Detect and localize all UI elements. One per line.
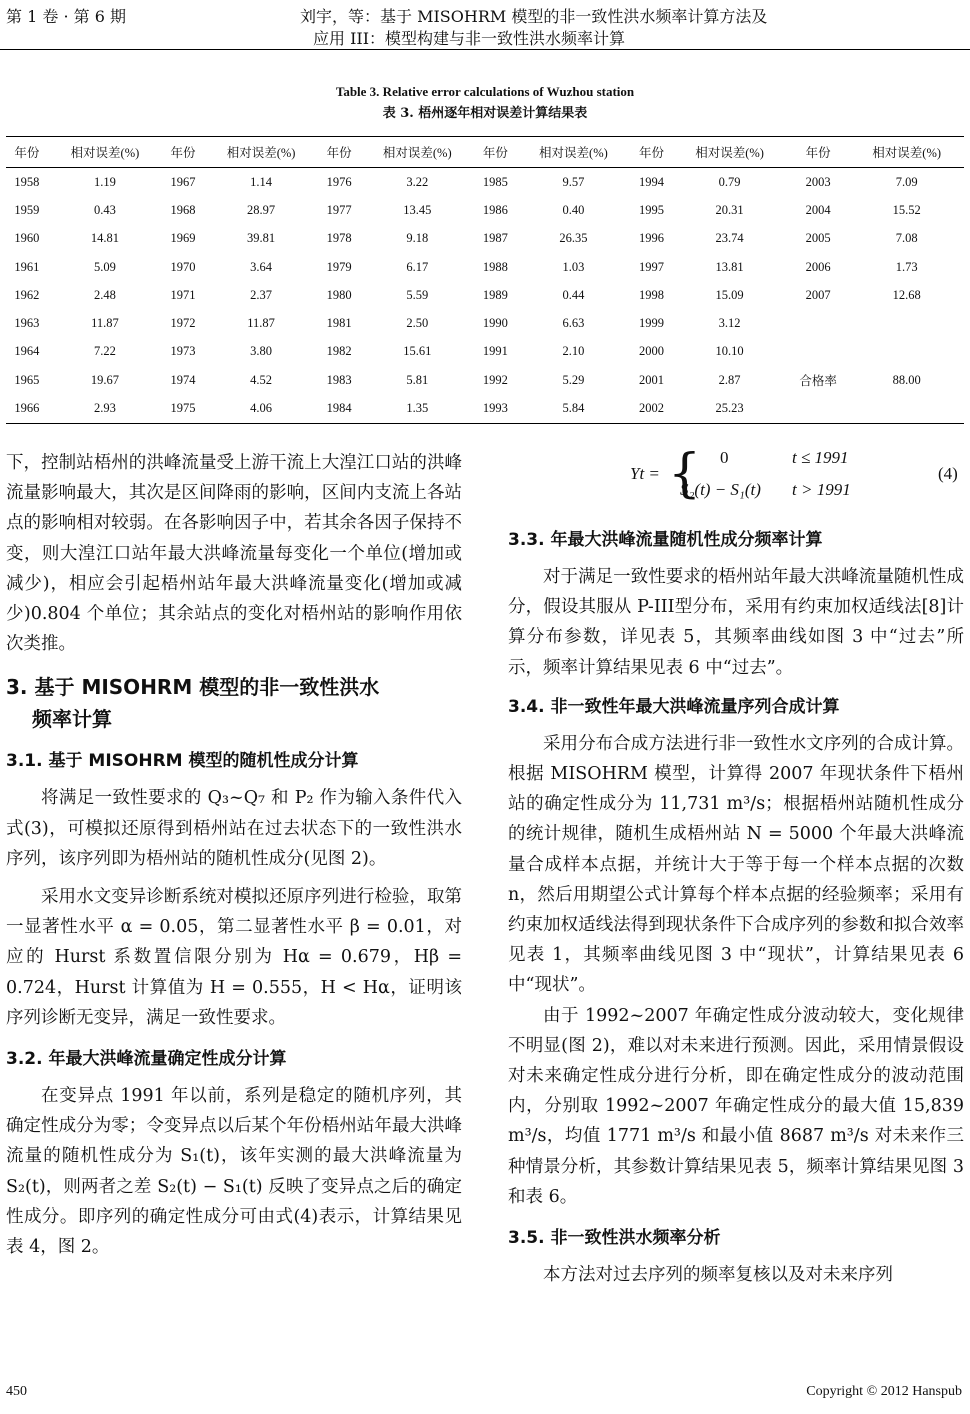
year-cell: 1960	[14, 231, 40, 246]
year-cell: 1973	[170, 344, 196, 359]
table-row	[6, 309, 964, 337]
section-heading-3-5: 3.5. 非一致性洪水频率分析	[508, 1228, 721, 1249]
error-cell: 3.80	[250, 344, 273, 359]
error-cell: 0.40	[562, 202, 585, 217]
year-cell: 2000	[639, 344, 665, 359]
error-cell: 2.10	[562, 344, 585, 359]
copyright: Copyright © 2012 Hanspub	[806, 1384, 962, 1399]
year-cell: 1989	[482, 287, 508, 302]
year-cell: 1969	[170, 231, 196, 246]
year-cell: 1977	[326, 202, 352, 217]
error-cell: 3.22	[406, 174, 429, 189]
year-cell: 1999	[639, 316, 665, 331]
th-error: 相对误差(%)	[672, 137, 787, 168]
year-cell: 2002	[631, 394, 673, 423]
year-cell: 1961	[14, 259, 40, 274]
year-cell: 1965	[14, 372, 40, 387]
error-cell: 5.59	[406, 287, 429, 302]
th-year: 年份	[787, 137, 849, 168]
section-heading-3-3: 3.3. 年最大洪峰流量随机性成分频率计算	[508, 530, 823, 550]
year-cell: 1991	[482, 344, 508, 359]
header-rule	[0, 49, 970, 50]
error-cell: 2.50	[406, 316, 429, 331]
th-year: 年份	[631, 137, 673, 168]
year-cell: 1990	[482, 316, 508, 331]
year-cell: 1993	[475, 394, 517, 423]
brace: {	[668, 444, 702, 504]
running-title-line1: 刘宇，等：基于 MISOHRM 模型的非一致性洪水频率计算方法及	[300, 7, 768, 26]
year-cell: 1958	[14, 174, 40, 189]
year-cell: 1964	[14, 344, 40, 359]
th-error: 相对误差(%)	[48, 137, 163, 168]
year-cell: 1995	[639, 202, 665, 217]
error-cell: 4.06	[204, 394, 319, 423]
running-title-line2: 应用 III：模型构建与非一致性洪水频率计算	[313, 29, 626, 48]
section-heading-3-2: 3.2. 年最大洪峰流量确定性成分计算	[6, 1049, 287, 1070]
year-cell: 1983	[326, 372, 352, 387]
error-cell: 5.29	[562, 372, 585, 387]
th-error: 相对误差(%)	[360, 137, 475, 168]
error-cell: 6.63	[562, 316, 585, 331]
year-cell: 1975	[162, 394, 204, 423]
error-cell: 14.81	[90, 231, 119, 246]
journal-issue: 第 1 卷 · 第 6 期	[6, 7, 126, 26]
error-cell: 4.52	[250, 372, 273, 387]
error-cell: 0.79	[718, 174, 741, 189]
error-cell: 1.35	[360, 394, 475, 423]
section-heading-3: 3. 基于 MISOHRM 模型的非一致性洪水 频率计算	[6, 675, 380, 732]
error-cell: 3.12	[718, 316, 741, 331]
table-row	[6, 253, 964, 281]
paragraph: 由于 1992~2007 年确定性成分波动较大，变化规律不明显(图 2)，难以对未来进行预测。因此，采用情景假设对未来确定性成分进行分析，即在确定性成分的波动范围内，分别取 1992~2007 年确定性成分的最大值 15,839 m³/s，均值 1771 m³/s 和最小值 8687 m³/s 对未来作三种情景分析，其参数计算结果见表 5，频率计算结果见图 3 和表 6。	[508, 1005, 964, 1207]
error-cell: 12.68	[892, 287, 921, 302]
year-cell: 1967	[170, 174, 196, 189]
year-cell: 2003	[805, 174, 831, 189]
year-cell: 1979	[326, 259, 352, 274]
table-row	[6, 225, 964, 253]
year-cell: 1981	[326, 316, 352, 331]
paragraph: 本方法对过去序列的频率复核以及对未来序列	[543, 1265, 893, 1286]
error-cell: 9.18	[406, 231, 429, 246]
error-cell: 1.03	[562, 259, 585, 274]
year-cell: 1980	[326, 287, 352, 302]
year-cell: 1971	[170, 287, 196, 302]
year-cell: 1959	[14, 202, 40, 217]
year-cell: 1972	[170, 316, 196, 331]
year-cell: 2007	[805, 287, 831, 302]
year-cell: 1963	[14, 316, 40, 331]
error-cell: 13.81	[715, 259, 744, 274]
error-cell: 28.97	[247, 202, 276, 217]
error-cell: 11.87	[247, 316, 275, 331]
year-cell: 1966	[6, 394, 48, 423]
pass-rate-label: 合格率	[787, 338, 849, 423]
error-cell: 11.87	[91, 316, 119, 331]
table-row	[6, 168, 964, 197]
year-cell: 1970	[170, 259, 196, 274]
error-cell: 2.87	[718, 372, 741, 387]
error-cell: 7.09	[895, 174, 918, 189]
page-number: 450	[6, 1384, 27, 1399]
error-cell: 19.67	[90, 372, 119, 387]
paragraph: 采用水文变异诊断系统对模拟还原序列进行检验，取第一显著性水平 α = 0.05，第二显著性水平 β = 0.01，对应的 Hurst 系数置信限分别为 Hα = 0.679，Hβ = 0.724，Hurst 计算值为 H = 0.555，H < Hα，证明该序列诊断无变异，满足一致性要求。	[6, 887, 462, 1028]
error-cell: 5.84	[516, 394, 631, 423]
year-cell: 1998	[639, 287, 665, 302]
table-caption-zh: 表 3. 梧州逐年相对误差计算结果表	[382, 106, 588, 121]
year-cell: 1992	[482, 372, 508, 387]
year-cell: 1976	[326, 174, 352, 189]
th-year: 年份	[475, 137, 517, 168]
equation-number: (4)	[938, 464, 958, 483]
th-error: 相对误差(%)	[849, 137, 964, 168]
empty-cell	[787, 309, 964, 337]
error-cell: 9.57	[562, 174, 585, 189]
year-cell: 1996	[639, 231, 665, 246]
error-cell: 15.61	[403, 344, 432, 359]
table-caption-en: Table 3. Relative error calculations of Wuzhou station	[335, 84, 635, 99]
year-cell: 1985	[482, 174, 508, 189]
year-cell: 1982	[326, 344, 352, 359]
year-cell: 2001	[639, 372, 665, 387]
table-header-row	[6, 137, 964, 168]
th-year: 年份	[162, 137, 204, 168]
paragraph: 对于满足一致性要求的梧州站年最大洪峰流量随机性成分，假设其服从 P-III型分布，采用有约束加权适线法[8]计算分布参数，详见表 5，其频率曲线如图 3 中“过去”所示，频率计算结果见表 6 中“过去”。	[508, 567, 964, 678]
year-cell: 1994	[639, 174, 665, 189]
year-cell: 1987	[482, 231, 508, 246]
th-error: 相对误差(%)	[516, 137, 631, 168]
year-cell: 1986	[482, 202, 508, 217]
error-cell: 7.08	[895, 231, 918, 246]
year-cell: 1984	[318, 394, 360, 423]
paragraph: 在变异点 1991 年以前，系列是稳定的随机序列，其确定性成分为零；令变异点以后某个年份梧州站年最大洪峰流量的随机性成分为 S₁(t)，该年实测的最大洪峰流量为 S₂(t)，则两者之差 S₂(t) − S₁(t) 反映了变异点之后的确定性成分。即序列的确定性成分可由式(4)表示，计算结果见表 4，图 2。	[6, 1086, 462, 1258]
th-year: 年份	[318, 137, 360, 168]
error-cell: 0.44	[562, 287, 585, 302]
year-cell: 1997	[639, 259, 665, 274]
error-cell: 7.22	[93, 344, 116, 359]
error-cell: 10.10	[715, 344, 744, 359]
left-column	[6, 448, 462, 1262]
error-cell: 13.45	[403, 202, 432, 217]
error-cell: 23.74	[715, 231, 744, 246]
year-cell: 2004	[805, 202, 831, 217]
section-heading-3-1: 3.1. 基于 MISOHRM 模型的随机性成分计算	[6, 751, 359, 772]
year-cell: 1962	[14, 287, 40, 302]
year-cell: 2006	[805, 259, 831, 274]
error-cell: 39.81	[247, 231, 276, 246]
year-cell: 1968	[170, 202, 196, 217]
paragraph: 采用分布合成方法进行非一致性水文序列的合成计算。根据 MISOHRM 模型，计算得 2007 年现状条件下梧州站的确定性成分为 11,731 m³/s；根据梧州站随机性成分的统计规律，随机生成梧州站 N = 5000 个年最大洪峰流量合成样本点据，并统计大于等于每一个样本点据的次数 n，然后用期望公式计算每个样本点据的经验频率；采用有约束加权适线法得到现状条件下合成序列的参数和拟合效率见表 1，其频率曲线见图 3 中“现状”，计算结果见表 6 中“现状”。	[508, 733, 964, 996]
th-error: 相对误差(%)	[204, 137, 319, 168]
error-cell: 1.19	[93, 174, 116, 189]
error-cell: 1.14	[250, 174, 273, 189]
year-cell: 1988	[482, 259, 508, 274]
table-row	[6, 196, 964, 224]
error-cell: 6.17	[406, 259, 429, 274]
error-cell: 0.43	[93, 202, 116, 217]
year-cell: 1978	[326, 231, 352, 246]
error-cell: 26.35	[559, 231, 588, 246]
table-row	[6, 338, 964, 366]
error-cell: 2.93	[48, 394, 163, 423]
section-heading-3-4: 3.4. 非一致性年最大洪峰流量序列合成计算	[508, 696, 840, 717]
error-cell: 1.73	[895, 259, 918, 274]
year-cell: 1974	[170, 372, 196, 387]
error-cell: 2.37	[250, 287, 273, 302]
relative-error-table	[6, 136, 964, 424]
th-year: 年份	[6, 137, 48, 168]
table-row	[6, 281, 964, 309]
error-cell: 25.23	[672, 394, 787, 423]
error-cell: 15.09	[715, 287, 744, 302]
error-cell: 5.81	[406, 372, 429, 387]
error-cell: 5.09	[93, 259, 116, 274]
error-cell: 20.31	[715, 202, 744, 217]
error-cell: 3.64	[250, 259, 273, 274]
paragraph: 下，控制站梧州的洪峰流量受上游干流上大湟江口站的洪峰流量影响最大，其次是区间降雨的影响，区间内支流上各站点的影响相对较弱。在各影响因子中，若其余各因子保持不变，则大湟江口站年最大洪峰流量每变化一个单位(增加或减少)，相应会引起梧州站年最大洪峰流量变化(增加或减少)0.804 个单位；其余站点的变化对梧州站的影响作用依次类推。	[6, 453, 462, 655]
error-cell: 2.48	[93, 287, 116, 302]
pass-rate-value: 88.00	[849, 338, 964, 423]
error-cell: 15.52	[892, 202, 921, 217]
year-cell: 2005	[805, 231, 831, 246]
formula-4: Yt = { 0 t ≤ 1991 S₂(t) − S₁(t) t > 1991 (4)	[630, 444, 958, 504]
right-column	[508, 528, 964, 1290]
paragraph: 将满足一致性要求的 Q₃~Q₇ 和 P₂ 作为输入条件代入式(3)，可模拟还原得到梧州站在过去状态下的一致性洪水序列，该序列即为梧州站的随机性成分(见图 2)。	[6, 788, 462, 869]
